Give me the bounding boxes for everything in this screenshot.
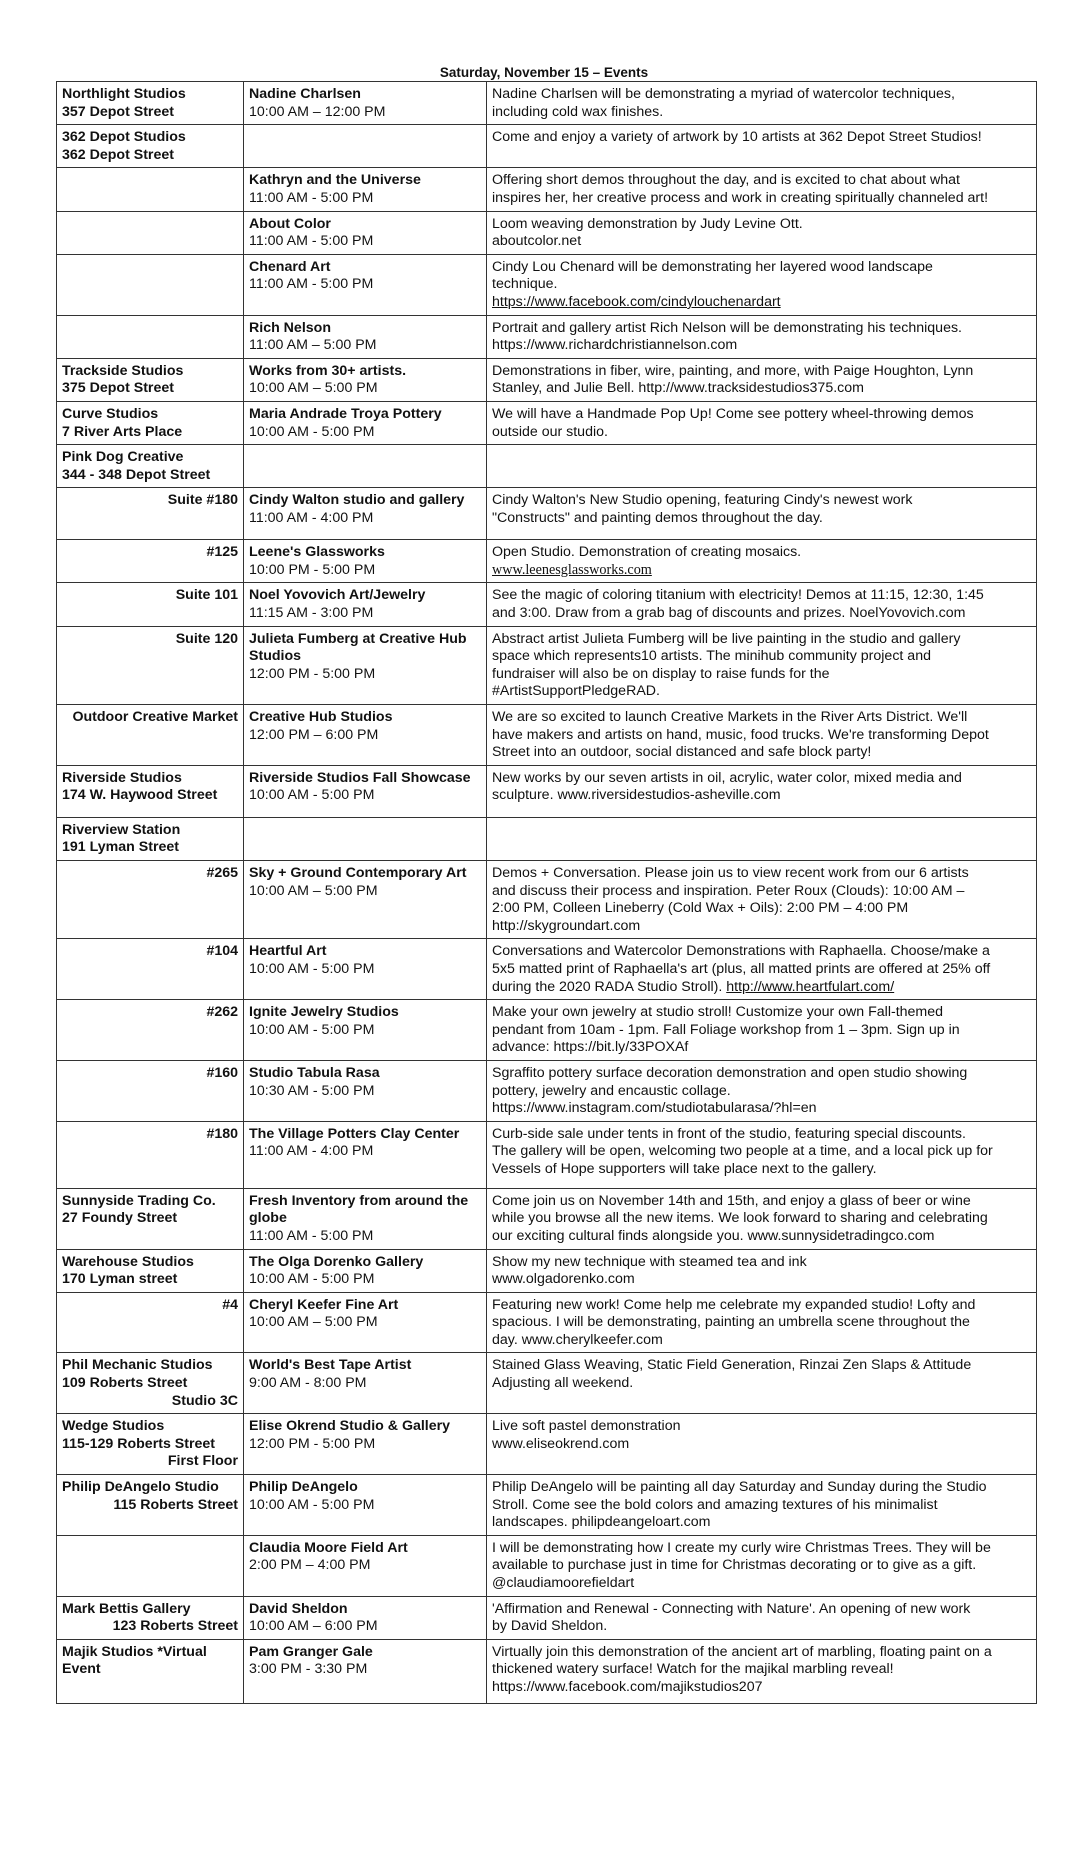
activity-time: 11:00 AM - 5:00 PM (249, 189, 374, 206)
description-cell (487, 1414, 1037, 1475)
activity-time: 10:00 AM – 5:00 PM (249, 882, 378, 899)
venue-address: 357 Depot Street (62, 103, 174, 120)
description-line: Virtually join this demonstration of the ancient art of marbling, floating paint on a (492, 1643, 992, 1660)
description-line: Philip DeAngelo will be painting all day Saturday and Sunday during the Studio (492, 1479, 987, 1496)
table-row (57, 1596, 1037, 1639)
description-line: The gallery will be open, welcoming two people at a time, and a local pick up for (492, 1143, 993, 1160)
description-line: http://skygroundart.com (492, 917, 641, 934)
description-line: during the 2020 RADA Studio Stroll). http://www.heartfulart.com/ (492, 978, 895, 995)
table-row (57, 861, 1037, 939)
website-link[interactable]: www.leenesglassworks.com (492, 561, 652, 578)
activity-cell (244, 445, 487, 488)
activity-cell (244, 1475, 487, 1536)
table-row (57, 125, 1037, 168)
table-row (57, 401, 1037, 444)
venue-name: Northlight Studios (62, 86, 186, 102)
description-line: https://www.instagram.com/studiotabularasa/?hl=en (492, 1100, 817, 1117)
description-cell (487, 583, 1037, 626)
table-row (57, 445, 1037, 488)
venue-cell (57, 445, 244, 488)
activity-name: Elise Okrend Studio & Gallery (249, 1418, 451, 1435)
description-cell (487, 488, 1037, 540)
description-line: available to purchase just in time for Christmas decorating or to give as a gift. (492, 1557, 977, 1574)
description-cell (487, 1353, 1037, 1414)
description-line: I will be demonstrating how I create my curly wire Christmas Trees. They will be (492, 1539, 991, 1556)
venue-cell (57, 401, 244, 444)
venue-name: Curve Studios (62, 405, 159, 422)
description-line: Stanley, and Julie Bell. http://www.tracksidestudios375.com (492, 380, 864, 397)
activity-cell (244, 540, 487, 583)
venue-name: Riverview Station (62, 821, 181, 838)
description-line: sculpture. www.riversidestudios-asheville.com (492, 787, 781, 804)
activity-cell (244, 315, 487, 358)
activity-name: Creative Hub Studios (249, 709, 393, 726)
description-line: outside our studio. (492, 423, 608, 440)
description-cell (487, 315, 1037, 358)
activity-cell (244, 254, 487, 315)
activity-time: 11:00 AM - 5:00 PM (249, 233, 374, 250)
activity-name: Sky + Ground Contemporary Art (249, 865, 467, 881)
activity-time: 11:15 AM - 3:00 PM (249, 605, 374, 622)
activity-cell (244, 488, 487, 540)
description-line: @claudiamoorefieldart (492, 1575, 635, 1591)
table-row (57, 583, 1037, 626)
venue-name: Wedge Studios (62, 1418, 165, 1435)
description-line: We are so excited to launch Creative Markets in the River Arts District. We'll (492, 709, 968, 726)
description-line: www.olgadorenko.com (492, 1271, 635, 1288)
activity-time: 12:00 PM - 5:00 PM (249, 1435, 376, 1452)
table-row (57, 939, 1037, 1000)
activity-time: 10:00 AM – 5:00 PM (249, 380, 378, 397)
activity-time: 12:00 PM - 5:00 PM (249, 665, 376, 682)
description-line: Live soft pastel demonstration (492, 1418, 681, 1435)
venue-cell (57, 1639, 244, 1703)
table-row (57, 1188, 1037, 1249)
activity-name: Rich Nelson (249, 319, 331, 336)
activity-name: Kathryn and the Universe (249, 172, 421, 189)
description-cell (487, 1596, 1037, 1639)
activity-name: Nadine Charlsen (249, 86, 361, 102)
venue-suite: Suite #180 (167, 492, 238, 509)
activity-time: 10:30 AM - 5:00 PM (249, 1082, 375, 1099)
venue-name: Philip DeAngelo Studio (62, 1479, 219, 1496)
description-line: landscapes. philipdeangeloart.com (492, 1514, 711, 1531)
venue-cell (57, 358, 244, 401)
activity-time: 2:00 PM – 4:00 PM (249, 1557, 371, 1574)
activity-name: Ignite Jewelry Studios (249, 1004, 399, 1021)
venue-address: 7 River Arts Place (62, 423, 183, 440)
venue-cell (57, 705, 244, 766)
activity-name: David Sheldon (249, 1600, 348, 1617)
activity-name: Leene's Glassworks (249, 544, 385, 561)
description-line: and discuss their process and inspiration. Peter Roux (Clouds): 10:00 AM – (492, 882, 965, 899)
venue-address: 174 W. Haywood Street (62, 787, 218, 804)
description-cell (487, 861, 1037, 939)
website-link[interactable]: https://www.facebook.com/cindylouchenardart (492, 293, 781, 310)
venue-address: Event (62, 1661, 101, 1678)
venue-cell (57, 817, 244, 860)
description-cell (487, 705, 1037, 766)
description-line: Cindy Walton's New Studio opening, featuring Cindy's newest work (492, 492, 913, 509)
table-row (57, 358, 1037, 401)
description-line: Vessels of Hope supporters will take place next to the gallery. (492, 1160, 877, 1177)
description-line: https://www.richardchristiannelson.com (492, 337, 738, 354)
activity-name: Fresh Inventory from around the globe (249, 1192, 469, 1227)
description-line: by David Sheldon. (492, 1618, 608, 1635)
venue-name: 362 Depot Studios (62, 129, 186, 146)
description-line: pottery, jewelry and encaustic collage. (492, 1082, 731, 1099)
activity-time: 10:00 PM - 5:00 PM (249, 561, 376, 578)
description-cell (487, 817, 1037, 860)
activity-time: 11:00 AM - 4:00 PM (249, 509, 374, 526)
venue-cell (57, 861, 244, 939)
activity-time: 3:00 PM - 3:30 PM (249, 1661, 368, 1678)
activity-time: 11:00 AM - 5:00 PM (249, 276, 374, 293)
description-line: Portrait and gallery artist Rich Nelson will be demonstrating his techniques. (492, 319, 962, 336)
activity-time: 10:00 AM – 6:00 PM (249, 1618, 378, 1635)
activity-cell (244, 1353, 487, 1414)
description-line: New works by our seven artists in oil, acrylic, water color, mixed media and (492, 769, 962, 786)
venue-address: 191 Lyman Street (62, 839, 179, 856)
activity-cell (244, 168, 487, 211)
activity-name: World's Best Tape Artist (249, 1357, 412, 1374)
venue-cell (57, 254, 244, 315)
activity-name: Chenard Art (249, 258, 331, 275)
description-line: Curb-side sale under tents in front of the studio, featuring special discounts. (492, 1125, 966, 1142)
table-row (57, 1292, 1037, 1353)
description-line: including cold wax finishes. (492, 103, 664, 120)
venue-address: 344 - 348 Depot Street (62, 466, 211, 483)
activity-time: 10:00 AM - 5:00 PM (249, 960, 375, 977)
description-cell (487, 254, 1037, 315)
description-line: "Constructs" and painting demos throughout the day. (492, 509, 823, 526)
activity-cell (244, 1249, 487, 1292)
activity-cell (244, 1188, 487, 1249)
description-cell (487, 211, 1037, 254)
activity-name: Studio Tabula Rasa (249, 1064, 380, 1081)
table-row (57, 1639, 1037, 1703)
description-line: space which represents10 artists. The minihub community project and (492, 648, 931, 665)
activity-cell (244, 82, 487, 125)
description-line: We will have a Handmade Pop Up! Come see pottery wheel-throwing demos (492, 405, 974, 422)
venue-suite: #4 (222, 1296, 238, 1313)
description-line: inspires her, her creative process and work in creating spiritually channeled art! (492, 189, 989, 206)
description-line: Street into an outdoor, social distanced and safe block party! (492, 744, 872, 761)
venue-address: 115 Roberts Street (113, 1496, 238, 1513)
venue-address: 170 Lyman street (62, 1271, 178, 1288)
description-line: Open Studio. Demonstration of creating mosaics. (492, 544, 802, 561)
description-line: pendant from 10am - 1pm. Fall Foliage workshop from 1 – 3pm. Sign up in (492, 1021, 960, 1038)
activity-time: 9:00 AM - 8:00 PM (249, 1375, 367, 1392)
page-title: Saturday, November 15 – Events (439, 65, 649, 80)
description-cell (487, 358, 1037, 401)
activity-name: Noel Yovovich Art/Jewelry (249, 587, 426, 604)
activity-cell (244, 1060, 487, 1121)
table-row (57, 1060, 1037, 1121)
description-line: have makers and artists on hand, music, food trucks. We're transforming Depot (492, 726, 989, 743)
activity-cell (244, 817, 487, 860)
description-line: Demos + Conversation. Please join us to view recent work from our 6 artists (492, 865, 969, 881)
venue-cell (57, 1121, 244, 1188)
description-line: Sgraffito pottery surface decoration demonstration and open studio showing (492, 1064, 968, 1081)
activity-cell (244, 1535, 487, 1596)
table-row (57, 254, 1037, 315)
activity-cell (244, 125, 487, 168)
description-cell (487, 626, 1037, 704)
activity-name: Maria Andrade Troya Pottery (249, 405, 442, 422)
description-line: Stained Glass Weaving, Static Field Generation, Rinzai Zen Slaps & Attitude (492, 1357, 972, 1374)
venue-name: Phil Mechanic Studios (62, 1357, 213, 1374)
description-line: Loom weaving demonstration by Judy Levine Ott. (492, 215, 803, 232)
description-line: Adjusting all weekend. (492, 1375, 634, 1392)
description-line: fundraiser will also be on display to raise funds for the (492, 665, 830, 682)
activity-cell (244, 626, 487, 704)
venue-address: 362 Depot Street (62, 146, 174, 163)
venue-suite: Suite 101 (175, 587, 238, 604)
description-cell (487, 1639, 1037, 1703)
venue-address: 27 Foundy Street (62, 1210, 178, 1227)
description-line: Conversations and Watercolor Demonstrations with Raphaella. Choose/make a (492, 943, 990, 960)
activity-name: Cheryl Keefer Fine Art (249, 1296, 399, 1313)
description-line: Stroll. Come see the bold colors and amazing textures of his minimalist (492, 1496, 938, 1513)
description-cell (487, 445, 1037, 488)
activity-name: Works from 30+ artists. (249, 362, 407, 379)
description-cell (487, 1535, 1037, 1596)
description-cell (487, 168, 1037, 211)
description-cell (487, 1249, 1037, 1292)
venue-suite: #265 (206, 865, 238, 881)
venue-cell (57, 1596, 244, 1639)
activity-cell (244, 861, 487, 939)
description-line: and 3:00. Draw from a grab bag of discounts and prizes. NoelYovovich.com (492, 605, 966, 622)
activity-name: Pam Granger Gale (249, 1643, 373, 1660)
venue-cell (57, 626, 244, 704)
venue-name: Riverside Studios (62, 769, 182, 786)
table-row (57, 1353, 1037, 1414)
venue-suite: Outdoor Creative Market (72, 709, 238, 726)
description-cell (487, 82, 1037, 125)
table-row (57, 540, 1037, 583)
description-line: Abstract artist Julieta Fumberg will be live painting in the studio and gallery (492, 630, 961, 647)
activity-cell (244, 401, 487, 444)
venue-name: Sunnyside Trading Co. (62, 1192, 216, 1209)
table-row (57, 168, 1037, 211)
activity-name: Cindy Walton studio and gallery (249, 492, 465, 509)
activity-cell (244, 1596, 487, 1639)
venue-cell (57, 1414, 244, 1475)
description-line: spacious. I will be demonstrating, painting an umbrella scene throughout the (492, 1314, 970, 1331)
description-line: Come and enjoy a variety of artwork by 10 artists at 362 Depot Street Studios! (492, 129, 982, 146)
venue-address: 375 Depot Street (62, 380, 174, 397)
venue-cell (57, 540, 244, 583)
venue-cell (57, 211, 244, 254)
activity-cell (244, 765, 487, 817)
venue-cell (57, 82, 244, 125)
venue-cell (57, 168, 244, 211)
activity-name: Philip DeAngelo (249, 1479, 358, 1496)
venue-address: 109 Roberts Street (62, 1375, 188, 1392)
description-cell (487, 1060, 1037, 1121)
activity-name: About Color (249, 215, 331, 232)
description-cell (487, 1475, 1037, 1536)
activity-time: 11:00 AM - 4:00 PM (249, 1143, 374, 1160)
venue-suite: Suite 120 (175, 630, 238, 647)
description-line: Show my new technique with steamed tea and ink (492, 1253, 807, 1270)
venue-name: Pink Dog Creative (62, 449, 184, 466)
activity-cell (244, 1121, 487, 1188)
venue-cell (57, 1353, 244, 1414)
activity-name: Claudia Moore Field Art (249, 1539, 408, 1556)
activity-name: The Village Potters Clay Center (249, 1125, 460, 1142)
activity-cell (244, 705, 487, 766)
activity-name: The Olga Dorenko Gallery (249, 1253, 424, 1270)
activity-time: 10:00 AM - 5:00 PM (249, 1271, 375, 1288)
activity-time: 10:00 AM – 12:00 PM (249, 103, 386, 120)
venue-address: 115-129 Roberts Street (62, 1435, 215, 1452)
venue-suite: #104 (206, 943, 238, 960)
table-row (57, 315, 1037, 358)
activity-cell (244, 1639, 487, 1703)
description-cell (487, 765, 1037, 817)
description-line: Nadine Charlsen will be demonstrating a myriad of watercolor techniques, (492, 86, 955, 102)
description-cell (487, 1000, 1037, 1061)
venue-cell (57, 1249, 244, 1292)
table-row (57, 1000, 1037, 1061)
table-row (57, 488, 1037, 540)
venue-suite: #125 (206, 544, 238, 561)
venue-name: Majik Studios *Virtual (62, 1643, 207, 1660)
table-row (57, 705, 1037, 766)
venue-cell (57, 1292, 244, 1353)
activity-cell (244, 939, 487, 1000)
website-link[interactable]: http://www.heartfulart.com/ (726, 978, 895, 995)
description-line: www.eliseokrend.com (492, 1435, 630, 1452)
description-line: while you browse all the new items. We look forward to sharing and celebrating (492, 1210, 988, 1227)
venue-cell (57, 315, 244, 358)
description-cell (487, 1121, 1037, 1188)
description-line: our exciting cultural finds alongside you. www.sunnysidetradingco.com (492, 1227, 935, 1244)
description-line: Make your own jewelry at studio stroll! Customize your own Fall-themed (492, 1004, 944, 1021)
activity-time: 10:00 AM - 5:00 PM (249, 787, 375, 804)
activity-name: Julieta Fumberg at Creative Hub Studios (249, 630, 467, 665)
description-line: technique. (492, 276, 558, 293)
description-cell (487, 125, 1037, 168)
description-line: See the magic of coloring titanium with electricity! Demos at 11:15, 12:30, 1:45 (492, 587, 984, 604)
venue-cell (57, 583, 244, 626)
venue-cell (57, 1188, 244, 1249)
venue-suite: #262 (206, 1004, 238, 1021)
venue-name: Trackside Studios (62, 362, 184, 379)
activity-name: Heartful Art (249, 943, 327, 960)
activity-time: 12:00 PM – 6:00 PM (249, 726, 379, 743)
table-row (57, 765, 1037, 817)
events-table (56, 81, 1037, 1704)
activity-time: 10:00 AM - 5:00 PM (249, 423, 375, 440)
description-cell (487, 1292, 1037, 1353)
activity-cell (244, 1414, 487, 1475)
description-line: 5x5 matted print of Raphaella's art (plus, all matted prints are offered at 25% off (492, 960, 991, 977)
description-line: 'Affirmation and Renewal - Connecting with Nature'. An opening of new work (492, 1600, 971, 1617)
description-cell (487, 540, 1037, 583)
table-row (57, 1475, 1037, 1536)
description-line: Cindy Lou Chenard will be demonstrating her layered wood landscape (492, 258, 933, 275)
activity-time: 10:00 AM - 5:00 PM (249, 1496, 375, 1513)
venue-name: Mark Bettis Gallery (62, 1600, 191, 1617)
table-row (57, 82, 1037, 125)
activity-time: 10:00 AM – 5:00 PM (249, 1314, 378, 1331)
activity-cell (244, 358, 487, 401)
description-cell (487, 401, 1037, 444)
description-line: #ArtistSupportPledgeRAD. (492, 683, 660, 700)
activity-cell (244, 211, 487, 254)
description-line: Demonstrations in fiber, wire, painting, and more, with Paige Houghton, Lynn (492, 362, 974, 379)
venue-cell (57, 939, 244, 1000)
description-line: thickened watery surface! Watch for the majikal marbling reveal! (492, 1661, 894, 1678)
activity-time: 11:00 AM - 5:00 PM (249, 1227, 374, 1244)
venue-name: Warehouse Studios (62, 1253, 194, 1270)
description-line: aboutcolor.net (492, 233, 582, 250)
venue-cell (57, 1535, 244, 1596)
table-row (57, 1121, 1037, 1188)
description-line: Featuring new work! Come help me celebrate my expanded studio! Lofty and (492, 1296, 976, 1313)
venue-cell (57, 125, 244, 168)
venue-cell (57, 1475, 244, 1536)
activity-name: Riverside Studios Fall Showcase (249, 769, 471, 786)
table-row (57, 1249, 1037, 1292)
venue-suite: #160 (206, 1064, 238, 1081)
venue-address: 123 Roberts Street (112, 1618, 238, 1635)
description-line: Offering short demos throughout the day, and is excited to chat about what (492, 172, 960, 189)
description-cell (487, 939, 1037, 1000)
activity-cell (244, 583, 487, 626)
description-line: day. www.cherylkeefer.com (492, 1331, 663, 1348)
venue-suite: #180 (206, 1125, 238, 1142)
description-line: Come join us on November 14th and 15th, and enjoy a glass of beer or wine (492, 1192, 971, 1209)
venue-address: Studio 3C (171, 1392, 238, 1409)
activity-cell (244, 1000, 487, 1061)
table-row (57, 817, 1037, 860)
table-row (57, 211, 1037, 254)
venue-address: First Floor (167, 1453, 238, 1470)
description-line: advance: https://bit.ly/33POXAf (492, 1039, 689, 1056)
table-row (57, 1535, 1037, 1596)
activity-time: 10:00 AM - 5:00 PM (249, 1021, 375, 1038)
table-row (57, 1414, 1037, 1475)
venue-cell (57, 1000, 244, 1061)
venue-cell (57, 1060, 244, 1121)
description-line: 2:00 PM, Colleen Lineberry (Cold Wax + Oils): 2:00 PM – 4:00 PM (492, 900, 909, 917)
activity-cell (244, 1292, 487, 1353)
description-line: https://www.facebook.com/majikstudios207 (492, 1678, 763, 1695)
venue-cell (57, 765, 244, 817)
description-cell (487, 1188, 1037, 1249)
venue-cell (57, 488, 244, 540)
activity-time: 11:00 AM – 5:00 PM (249, 337, 377, 354)
table-row (57, 626, 1037, 704)
